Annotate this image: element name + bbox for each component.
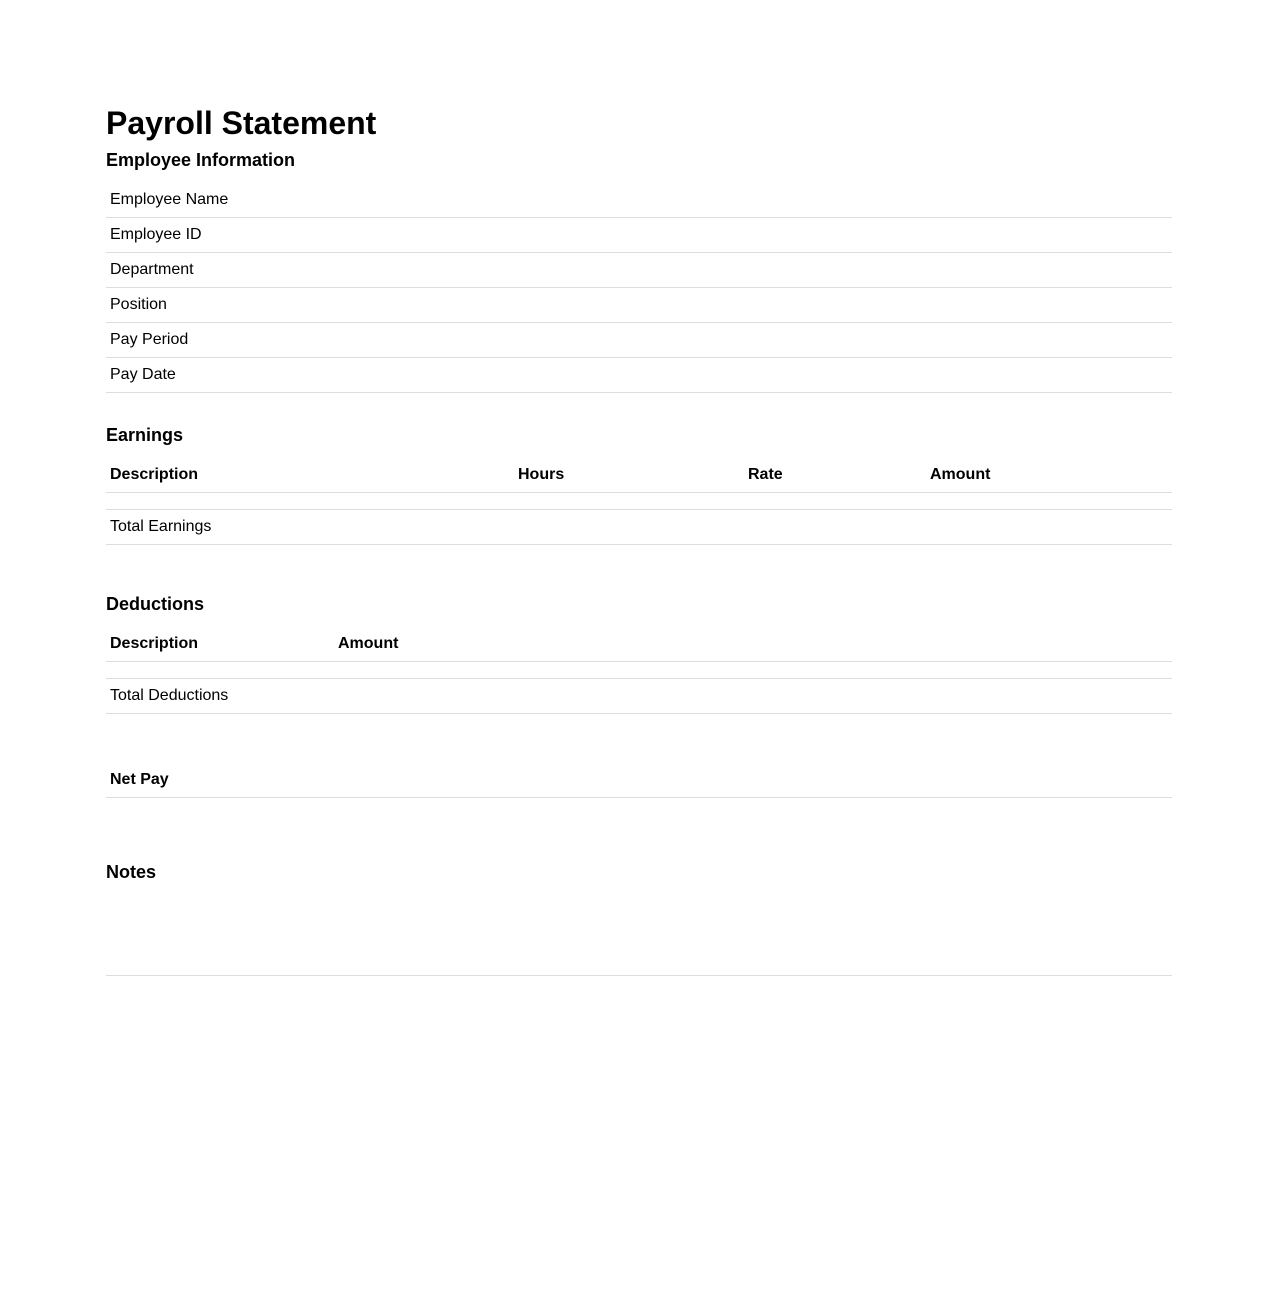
deductions-heading: Deductions bbox=[106, 594, 205, 614]
earnings-table bbox=[106, 458, 1172, 545]
pay-period-label: Pay Period bbox=[110, 331, 189, 348]
earnings-empty-row bbox=[106, 493, 1172, 510]
earnings-header-row bbox=[106, 458, 1172, 493]
employee-info-table bbox=[106, 183, 1172, 393]
earnings-col-rate: Rate bbox=[748, 466, 783, 483]
notes-area bbox=[106, 888, 1172, 976]
earnings-heading: Earnings bbox=[106, 425, 184, 445]
position-row bbox=[106, 288, 1172, 323]
employee-info-heading: Employee Information bbox=[106, 150, 296, 170]
deductions-header-row bbox=[106, 627, 1172, 662]
page-title: Payroll Statement bbox=[106, 105, 377, 141]
net-pay-row bbox=[106, 763, 1172, 798]
employee-name-label: Employee Name bbox=[110, 191, 229, 208]
earnings-col-hours: Hours bbox=[518, 466, 565, 483]
notes-heading: Notes bbox=[106, 862, 157, 882]
employee-id-label: Employee ID bbox=[110, 226, 202, 243]
earnings-col-description: Description bbox=[110, 466, 199, 483]
total-deductions-label: Total Deductions bbox=[110, 687, 229, 704]
pay-date-row bbox=[106, 358, 1172, 393]
total-deductions-row bbox=[106, 679, 1172, 714]
department-label: Department bbox=[110, 261, 194, 278]
deductions-col-description: Description bbox=[110, 635, 199, 652]
employee-name-row bbox=[106, 183, 1172, 218]
net-pay-label: Net Pay bbox=[110, 771, 169, 788]
employee-id-row bbox=[106, 218, 1172, 253]
pay-date-label: Pay Date bbox=[110, 366, 176, 383]
earnings-col-amount: Amount bbox=[930, 466, 991, 483]
deductions-table bbox=[106, 627, 1172, 714]
position-label: Position bbox=[110, 296, 167, 313]
net-pay-table bbox=[106, 763, 1172, 798]
total-earnings-row bbox=[106, 510, 1172, 545]
deductions-col-amount: Amount bbox=[338, 635, 399, 652]
pay-period-row bbox=[106, 323, 1172, 358]
total-earnings-label: Total Earnings bbox=[110, 518, 212, 535]
deductions-empty-row bbox=[106, 662, 1172, 679]
department-row bbox=[106, 253, 1172, 288]
